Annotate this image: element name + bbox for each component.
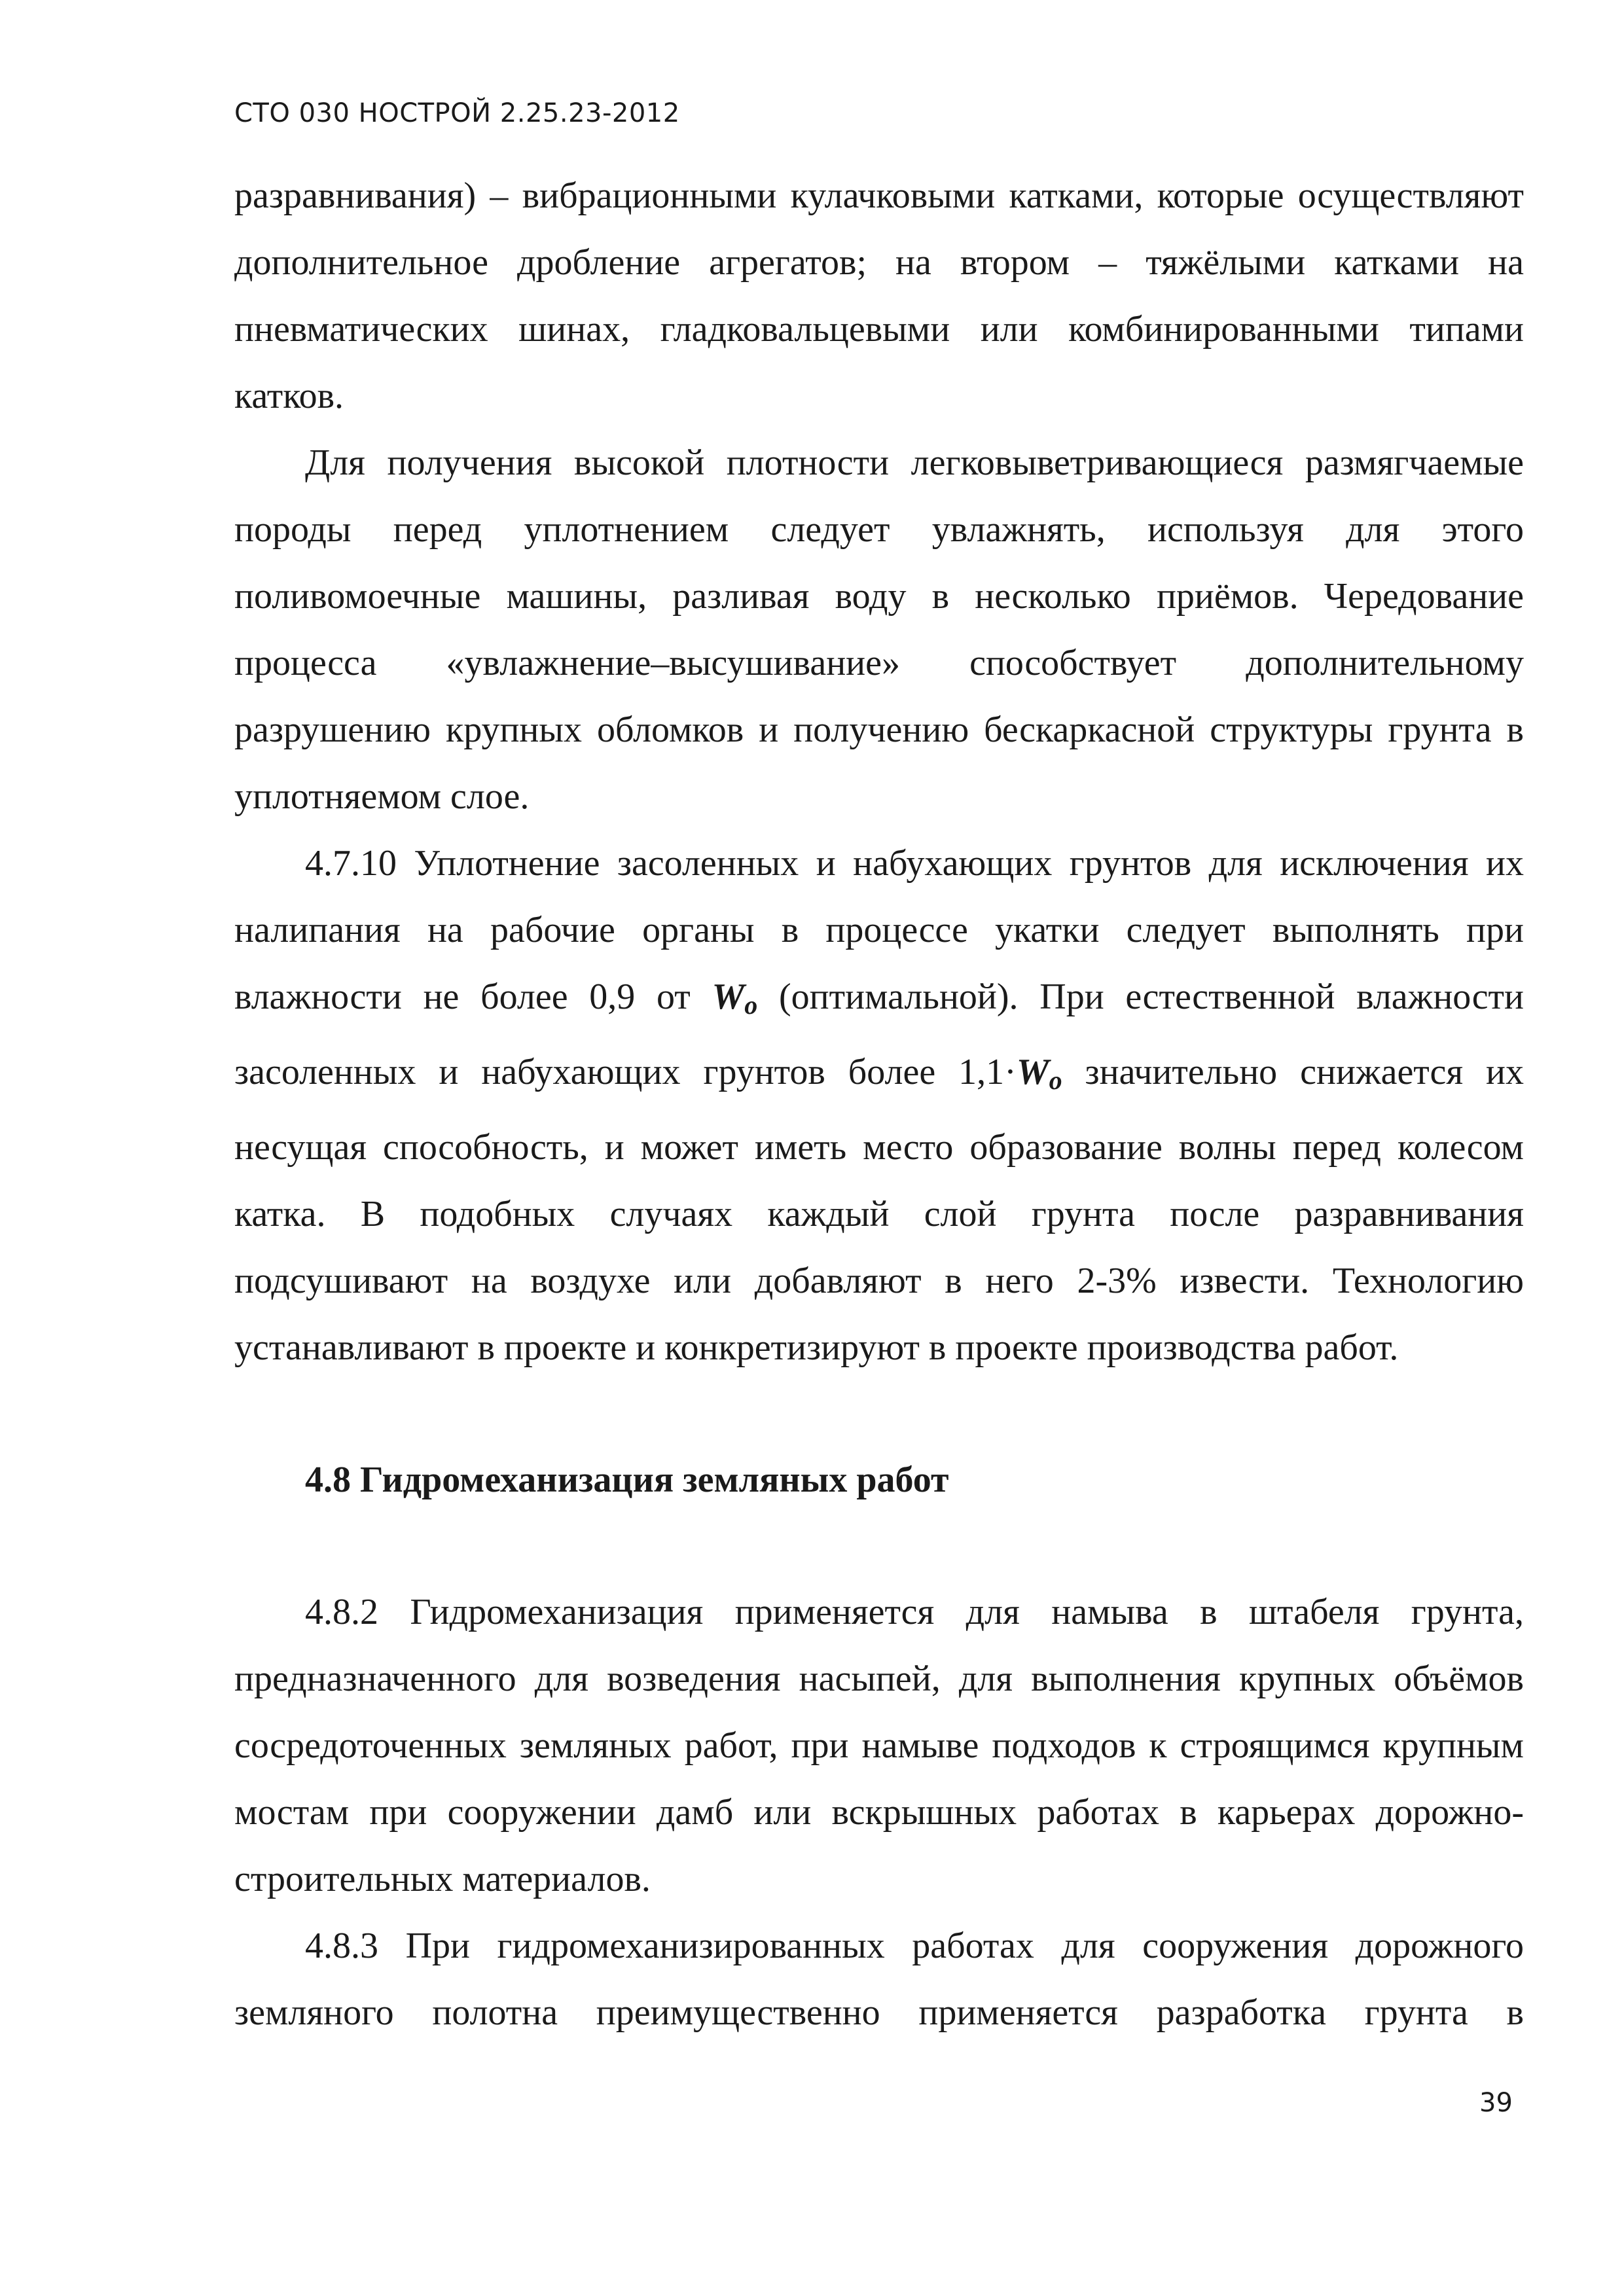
page-number: 39 (1479, 2088, 1513, 2118)
paragraph-continuation: разравнивания) – вибрационными кулачковыми катками, которые осуществляют дополнительное дробление агрегатов; на втором – тяжёлыми катками на пневматических шинах, гладковальцевыми или комбинированными типами катков. (234, 175, 1524, 416)
optimal-moisture-symbol: W (712, 977, 745, 1017)
paragraph-4-7-10-part2: (оптимальной). При естественной влажности засоленных и набухающих грунтов более 1,1· (234, 977, 1525, 1092)
running-header: СТО 030 НОСТРОЙ 2.25.23-2012 (234, 98, 680, 128)
paragraph-4-7-10-part3: значительно снижается их несущая способность, и может иметь место образование волны перед колесом катка. В подобных случаях каждый слой грунта после разравнивания подсушивают на воздухе или добавляют в него 2-3% извести. Технологию устанавливают в проекте и конкретизируют в проекте производства работ. (234, 1052, 1524, 1368)
optimal-moisture-subscript-2: o (1049, 1066, 1062, 1095)
optimal-moisture-subscript: o (744, 990, 758, 1020)
paragraph-moistening: Для получения высокой плотности легковыветривающиеся размягчаемые породы перед уплотнением следует увлажнять, используя для этого поливомоечные машины, разливая воду в несколько приёмов. Чередование процесса «увлажнение–высушивание» способствует дополнительному разрушению крупных обломков и получению бескаркасной структуры грунта в уплотняемом слое. (234, 442, 1524, 817)
optimal-moisture-symbol-2: W (1016, 1052, 1049, 1092)
section-heading-4-8: 4.8 Гидромеханизация земляных работ (305, 1460, 949, 1500)
paragraph-4-8-2: 4.8.2 Гидромеханизация применяется для намыва в штабеля грунта, предназначенного для возведения насыпей, для выполнения крупных объёмов сосредоточенных земляных работ, при намыве подходов к строящимся крупным мостам при сооружении дамб или вскрышных работах в карьерах дорожно-строительных материалов. (234, 1592, 1524, 1899)
paragraph-4-7-10-part1: 4.7.10 Уплотнение засоленных и набухающих грунтов для исключения их налипания на рабочие органы в процессе укатки следует выполнять при влажности не более 0,9 от (234, 843, 1524, 1017)
document-body (234, 162, 1524, 2046)
paragraph-4-7-10 (234, 830, 1524, 1381)
paragraph-4-8-3: 4.8.3 При гидромеханизированных работах для сооружения дорожного земляного полотна преимущественно применяется разработка грунта в (234, 1926, 1524, 2033)
